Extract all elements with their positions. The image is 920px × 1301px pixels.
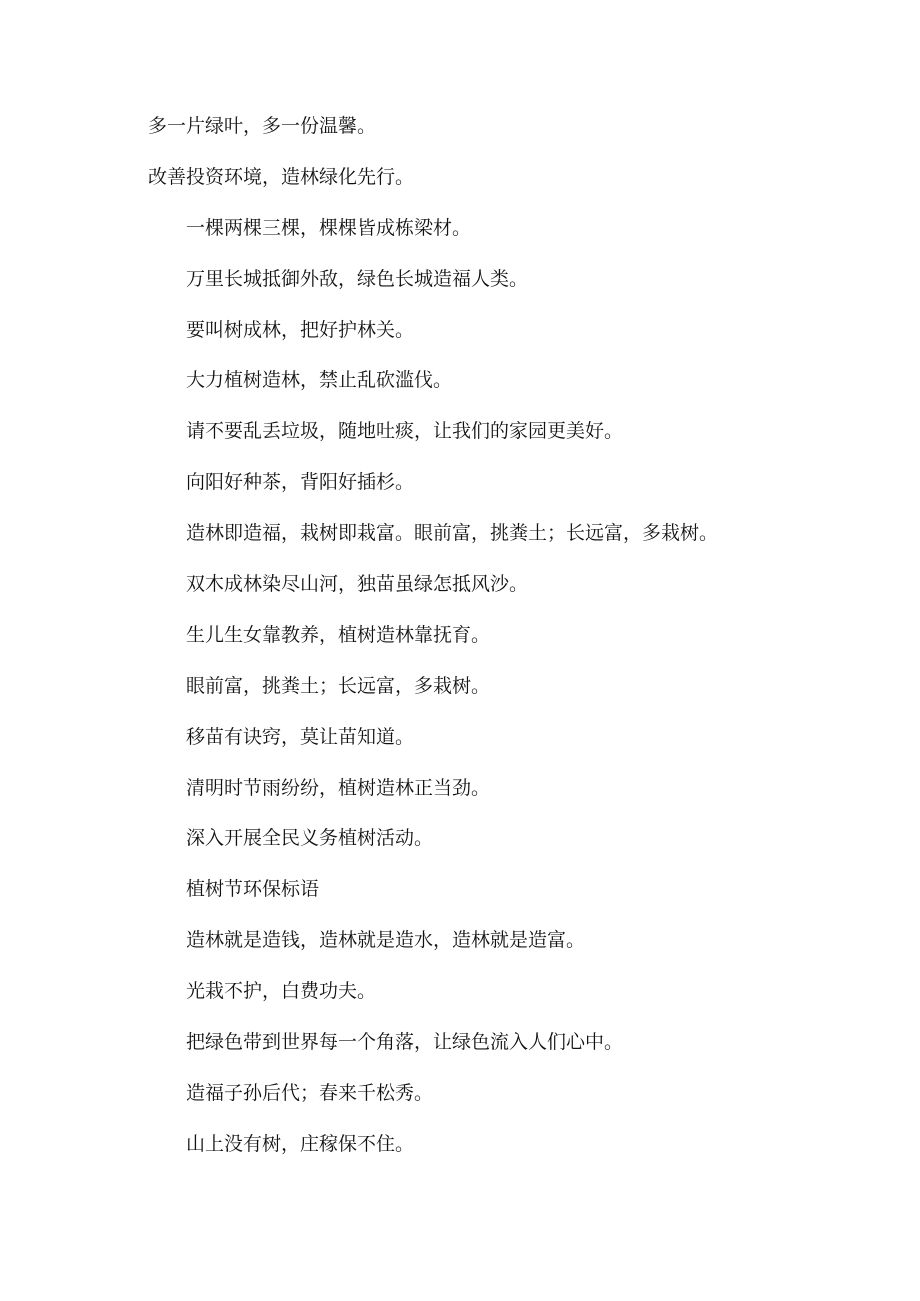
slogan-line: 清明时节雨纷纷，植树造林正当劲。 (186, 776, 491, 799)
slogan-line: 把绿色带到世界每一个角落，让绿色流入人们心中。 (186, 1031, 624, 1054)
slogan-line: 造福子孙后代；春来千松秀。 (186, 1081, 434, 1104)
slogan-line: 一棵两棵三棵，棵棵皆成栋梁材。 (186, 216, 472, 239)
slogan-line: 万里长城抵御外敌，绿色长城造福人类。 (186, 267, 529, 290)
slogan-line: 多一片绿叶，多一份温馨。 (148, 115, 377, 137)
slogan-list (0, 114, 920, 1183)
slogan-line: 要叫树成林，把好护林关。 (186, 318, 415, 341)
section-heading: 植树节环保标语 (186, 878, 320, 901)
slogan-line: 深入开展全民义务植树活动。 (186, 827, 434, 850)
slogan-line: 光栽不护，白费功夫。 (186, 980, 377, 1003)
slogan-line: 山上没有树，庄稼保不住。 (186, 1132, 415, 1155)
slogan-line: 请不要乱丢垃圾，随地吐痰，让我们的家园更美好。 (186, 420, 624, 443)
slogan-line: 双木成林染尽山河，独苗虽绿怎抵风沙。 (186, 573, 529, 596)
slogan-line: 向阳好种茶，背阳好插杉。 (186, 471, 415, 494)
slogan-line: 造林即造福，栽树即栽富。眼前富，挑粪土；长远富，多栽树。 (186, 522, 719, 545)
slogan-line: 造林就是造钱，造林就是造水，造林就是造富。 (186, 929, 586, 952)
slogan-line: 改善投资环境，造林绿化先行。 (148, 165, 415, 188)
slogan-line: 眼前富，挑粪土；长远富，多栽树。 (186, 674, 491, 697)
slogan-line: 大力植树造林，禁止乱砍滥伐。 (186, 369, 453, 392)
slogan-line: 生儿生女靠教养，植树造林靠抚育。 (186, 623, 491, 646)
slogan-line: 移苗有诀窍，莫让苗知道。 (186, 725, 415, 748)
